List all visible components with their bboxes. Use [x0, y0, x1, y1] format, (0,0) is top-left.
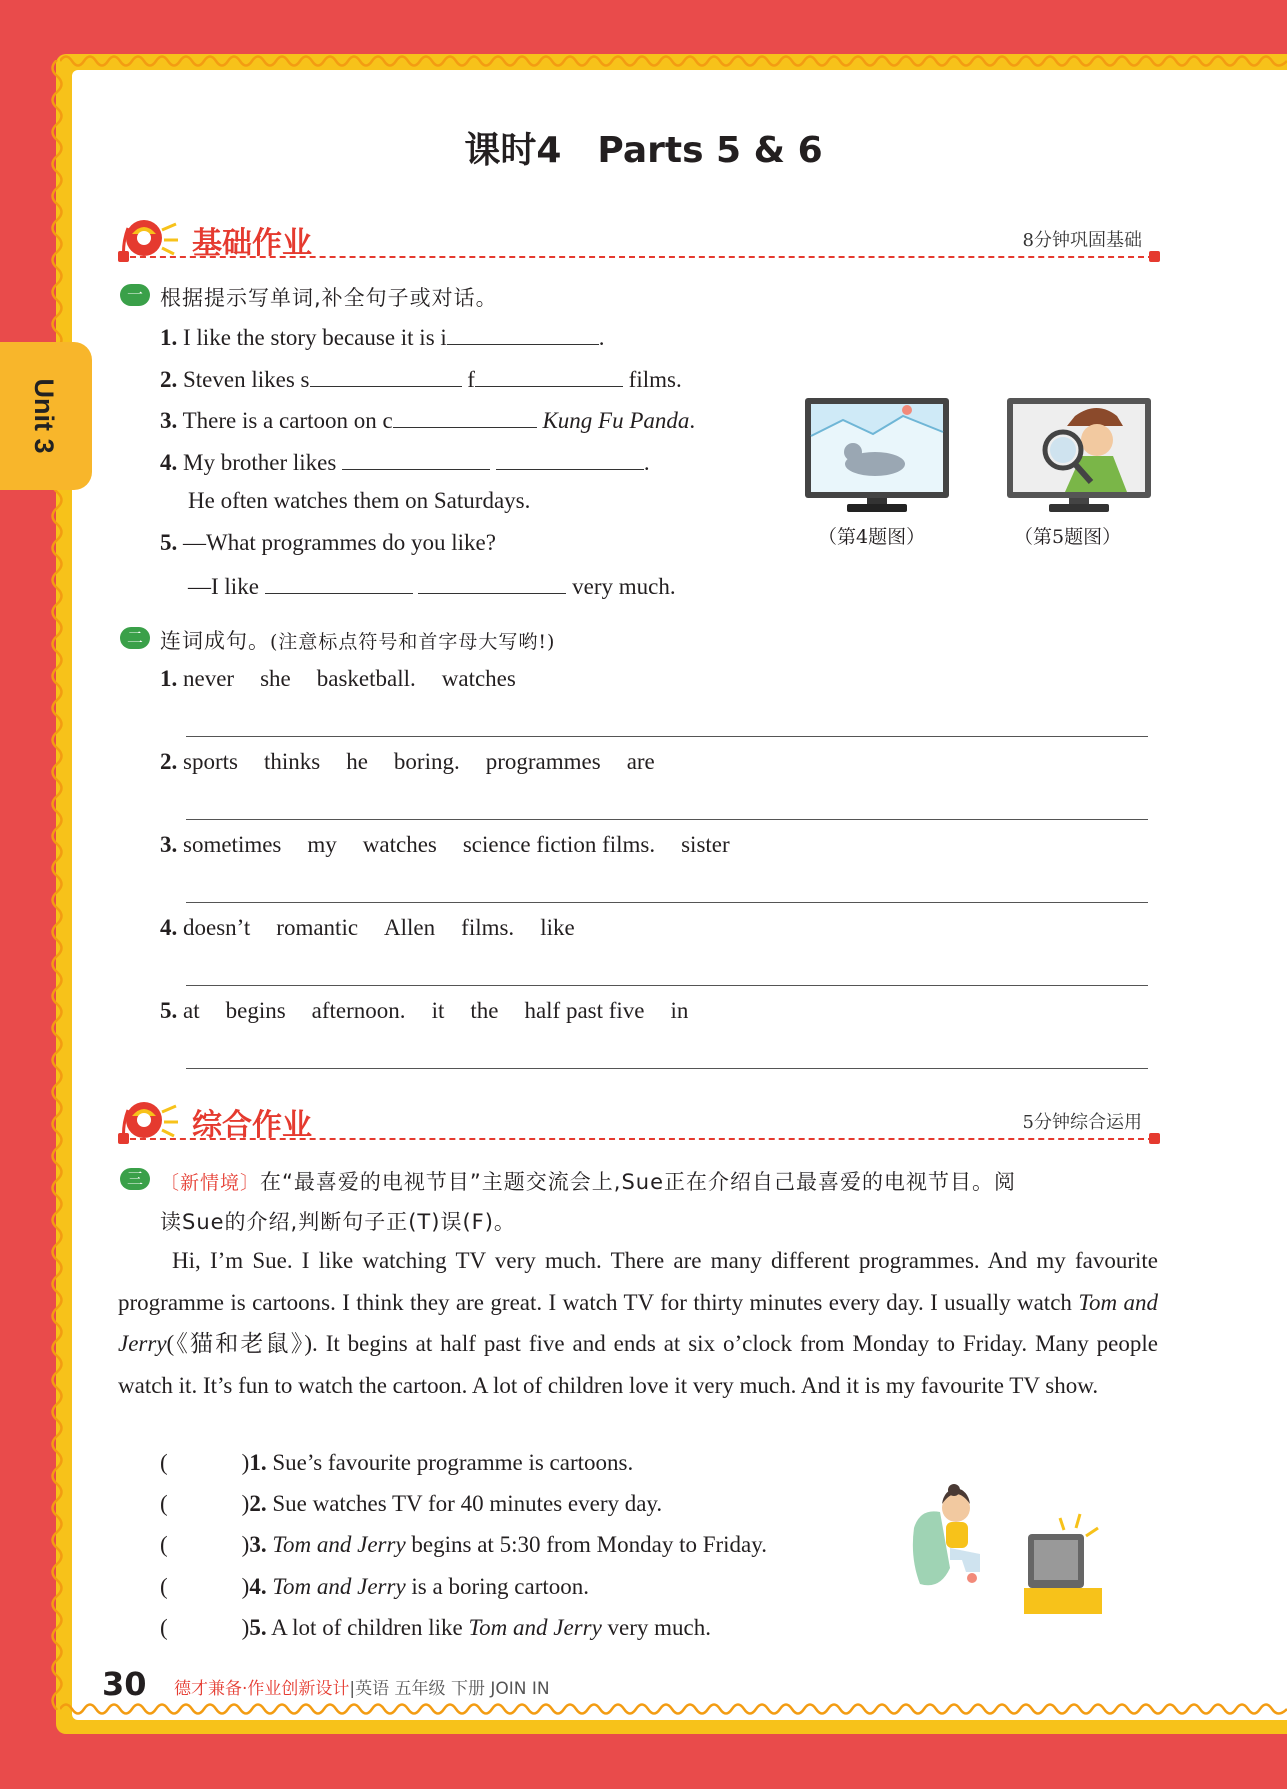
section-title: 综合作业 [192, 1108, 312, 1143]
picture-caption: （第4题图） [818, 526, 926, 548]
section-divider [120, 256, 1154, 258]
fill-item-3: 3. There is a cartoon on c Kung Fu Panda. [160, 405, 695, 434]
part-instruction: 〔新情境〕在“最喜爱的电视节目”主题交流会上,Sue正在介绍自己最喜爱的电视节目。阅 [160, 1170, 1017, 1194]
answer-line[interactable] [186, 1068, 1148, 1069]
footer-info: 德才兼备·作业创新设计|英语 五年级 下册 JOIN IN [174, 1679, 550, 1699]
left-wave-border [46, 60, 68, 1710]
tf-question-2: ( )2. Sue watches TV for 40 minutes every day. [160, 1491, 663, 1516]
answer-line[interactable] [186, 902, 1148, 903]
reorder-item-3: 3. sometimes my watches science fiction films. sister [160, 832, 730, 857]
section-time-note: 5分钟综合运用 [1022, 1112, 1142, 1133]
part-instruction: 连词成句。(注意标点符号和首字母大写哟!) [160, 629, 556, 653]
divider-dot [1149, 1133, 1160, 1144]
top-wave-border [60, 52, 1287, 70]
answer-blank[interactable] [418, 571, 566, 594]
answer-blank[interactable] [496, 447, 644, 470]
reading-passage: Hi, I’m Sue. I like watching TV very much. There are many different programmes. And my favourite programme is cartoons. I think they are great. I watch TV for thirty minutes every day. I usually watch Tom and Jerry(《猫和老鼠》). It begins at half past five and ends at six o’clock from Monday to Friday. Many people watch it. It’s fun to watch the cartoon. A lot of children love it very much. And it is my favourite TV show. [118, 1248, 1158, 1398]
tf-question-4: ( )4. Tom and Jerry is a boring cartoon. [160, 1574, 589, 1599]
answer-paren[interactable]: ( ) [160, 1450, 250, 1475]
reorder-item-4: 4. doesn’t romantic Allen films. like [160, 915, 575, 940]
page-title: 课时4 Parts 5 & 6 [464, 130, 823, 171]
divider-dot [118, 251, 129, 262]
answer-blank[interactable] [447, 322, 599, 345]
tf-question-5: ( )5. A lot of children like Tom and Jerry very much. [160, 1615, 712, 1640]
answer-line[interactable] [186, 819, 1148, 820]
answer-paren[interactable]: ( ) [160, 1491, 250, 1516]
part-badge: 三 [120, 1168, 150, 1190]
answer-blank[interactable] [265, 571, 413, 594]
fill-item-5: 5. —What programmes do you like? [160, 530, 496, 555]
fill-item-4-line2: He often watches them on Saturdays. [188, 488, 531, 513]
answer-blank[interactable] [393, 405, 537, 428]
answer-line[interactable] [186, 985, 1148, 986]
answer-paren[interactable]: ( ) [160, 1532, 250, 1557]
fill-item-2: 2. Steven likes s f films. [160, 364, 682, 393]
answer-paren[interactable]: ( ) [160, 1574, 250, 1599]
divider-dot [118, 1133, 129, 1144]
bottom-wave-border [60, 1700, 1287, 1718]
section-divider [120, 1138, 1154, 1140]
fill-item-4: 4. My brother likes . [160, 447, 650, 476]
tv-seal-picture [803, 396, 951, 514]
reorder-item-1: 1. never she basketball. watches [160, 666, 516, 691]
answer-paren[interactable]: ( ) [160, 1615, 250, 1640]
section-time-note: 8分钟巩固基础 [1022, 230, 1142, 251]
section-title: 基础作业 [192, 226, 312, 261]
reorder-item-2: 2. sports thinks he boring. programmes are [160, 749, 655, 774]
part-instruction-line2: 读Sue的介绍,判断句子正(T)误(F)。 [160, 1210, 516, 1234]
picture-caption: （第5题图） [1014, 526, 1122, 548]
answer-blank[interactable] [310, 364, 462, 387]
answer-blank[interactable] [342, 447, 490, 470]
section-header-basic [118, 214, 1160, 266]
tv-detective-picture [1005, 396, 1153, 514]
tf-question-1: ( )1. Sue’s favourite programme is cartoons. [160, 1450, 634, 1475]
divider-dot [1149, 251, 1160, 262]
reorder-item-5: 5. at begins afternoon. it the half past five in [160, 998, 689, 1023]
unit-tab-label: Unit 3 [29, 378, 60, 454]
part-badge: 二 [120, 627, 150, 649]
fill-item-1: 1. I like the story because it is i . [160, 322, 605, 351]
answer-blank[interactable] [475, 364, 623, 387]
answer-line[interactable] [186, 736, 1148, 737]
context-tag: 〔新情境〕 [160, 1172, 261, 1194]
section-header-comprehensive [118, 1096, 1160, 1148]
girl-watching-tv-picture [910, 1478, 1114, 1618]
tf-question-3: ( )3. Tom and Jerry begins at 5:30 from Monday to Friday. [160, 1532, 768, 1557]
fill-item-5-answer: —I like very much. [188, 571, 676, 600]
page-number: 30 [102, 1665, 147, 1703]
part-badge: 一 [120, 284, 150, 306]
part-instruction: 根据提示写单词,补全句子或对话。 [160, 286, 498, 310]
unit-tab [0, 342, 92, 490]
